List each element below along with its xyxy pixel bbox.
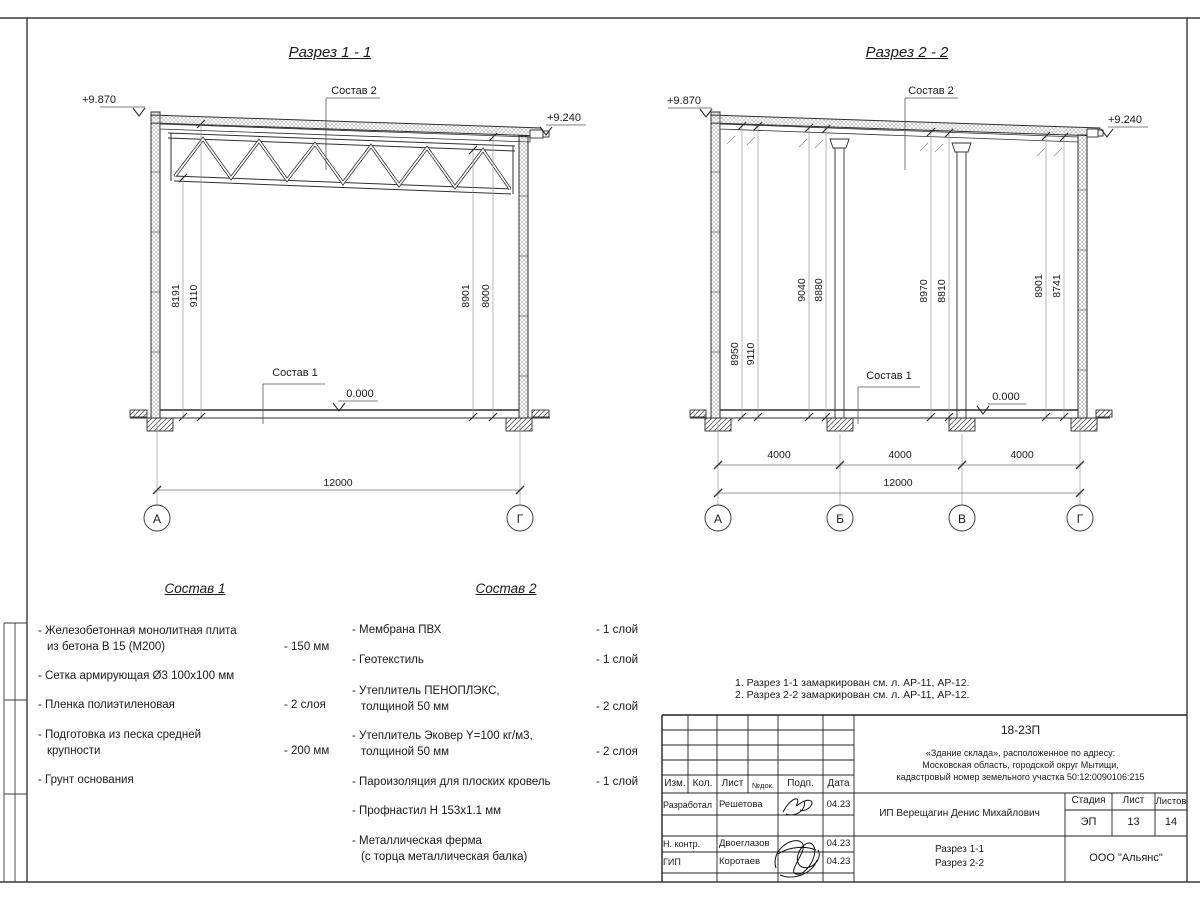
tb-client: ИП Верещагин Денис Михайлович — [879, 808, 1040, 819]
s1-dim-8901: 8901 — [460, 284, 472, 308]
sostav1-item-qty: - 200 мм — [284, 745, 330, 757]
tb-project-line-1: «Здание склада», расположенное по адресу: — [925, 748, 1116, 758]
s2-span-4000-2: 4000 — [888, 449, 912, 461]
s2-dim-8810: 8810 — [936, 279, 948, 303]
s2-axis-v: В — [957, 512, 966, 526]
section-2-title: Разрез 2 - 2 — [865, 44, 949, 61]
s2-span-12000: 12000 — [883, 477, 913, 489]
tb-col-ndok: №док. — [752, 781, 774, 790]
tb-company: ООО "Альянс" — [1089, 852, 1163, 864]
sostav1-item-line: - Пленка полиэтиленовая — [38, 699, 175, 711]
sostav1-item-line: - Подготовка из песка средней — [38, 729, 202, 741]
tb-row3-name: Коротаев — [719, 856, 761, 867]
s2-dim-9110: 9110 — [745, 342, 757, 366]
s2-dim-8741: 8741 — [1051, 274, 1063, 298]
s1-axis-a: А — [152, 512, 161, 526]
tb-doc-number: 18-23П — [1000, 723, 1041, 737]
tb-sheets-value: 14 — [1164, 816, 1178, 828]
sostav2-item-line: - Утеплитель Эковер Y=100 кг/м3, — [352, 730, 533, 742]
tb-col-kol: Кол. — [692, 778, 713, 789]
sostav2-item-qty: - 2 слоя — [596, 746, 638, 758]
sostav2-item-qty: - 1 слой — [596, 624, 639, 636]
tb-row3-date: 04.23 — [826, 856, 851, 867]
s2-elevation-left: +9.870 — [667, 95, 701, 107]
sostav2-item-line: - Пароизоляция для плоских кровель — [352, 776, 551, 788]
tb-col-podp: Подп. — [787, 778, 814, 789]
note-line-2: 2. Разрез 2-2 замаркирован см. л. АР-11, АР-12. — [735, 689, 970, 701]
sostav1-item-line: крупности — [47, 745, 101, 757]
s2-elevation-right: +9.240 — [1108, 114, 1142, 126]
sostav1-item-line: - Железобетонная монолитная плита — [38, 625, 237, 637]
s2-dim-8880: 8880 — [813, 278, 825, 302]
tb-stage-label: Стадия — [1071, 795, 1106, 806]
tb-row1-role: Разработал — [663, 800, 712, 810]
section-1-title: Разрез 1 - 1 — [288, 44, 372, 61]
sostav2-item-line: (с торца металлическая балка) — [361, 851, 528, 863]
tb-sheet-label: Лист — [1122, 795, 1145, 806]
tb-stage-value: ЭП — [1080, 816, 1097, 828]
s2-span-4000-1: 4000 — [767, 449, 791, 461]
sostav2-item-qty: - 1 слой — [596, 776, 639, 788]
sostav2-item-line: толщиной 50 мм — [361, 701, 450, 713]
sostav2-item-line: толщиной 50 мм — [361, 746, 450, 758]
signature-marks — [775, 799, 819, 877]
s2-span-4000-3: 4000 — [1010, 449, 1034, 461]
s1-span-12000: 12000 — [323, 477, 353, 489]
s2-floor-composition-label: Состав 1 — [866, 370, 912, 382]
tb-sheets-label: Листов — [1155, 796, 1187, 807]
s2-dim-8950: 8950 — [729, 342, 741, 366]
s1-elevation-right: +9.240 — [547, 112, 581, 124]
s2-axis-g: Г — [1076, 512, 1084, 526]
s1-axis-g: Г — [516, 512, 524, 526]
sostav2-item-line: - Профнастил Н 153x1.1 мм — [352, 805, 502, 817]
tb-row2-date: 04.23 — [826, 838, 851, 849]
sostav1-item-qty: - 2 слоя — [284, 699, 326, 711]
tb-row1-date: 04.23 — [826, 799, 851, 810]
s2-dim-8901: 8901 — [1033, 274, 1045, 298]
sostav1-item-qty: - 150 мм — [284, 641, 330, 653]
tb-row1-name: Решетова — [719, 799, 763, 810]
s1-dim-8000: 8000 — [480, 284, 492, 308]
s1-dim-8191: 8191 — [170, 284, 182, 308]
sostav2-item-line: - Утеплитель ПЕНОПЛЭКС, — [352, 685, 500, 697]
sostav2-item-line: - Металлическая ферма — [352, 835, 482, 847]
tb-sheet-title-1: Разрез 1-1 — [934, 844, 985, 855]
tb-row3-role: ГИП — [663, 857, 681, 867]
tb-col-izm: Изм. — [664, 778, 686, 789]
sostav2-item-qty: - 1 слой — [596, 654, 639, 666]
sostav2-item-line: - Геотекстиль — [352, 654, 424, 666]
sostav1-item-line: - Сетка армирующая Ø3 100x100 мм — [38, 670, 235, 682]
s1-zero-level: 0.000 — [346, 388, 374, 400]
s2-dim-8970: 8970 — [918, 279, 930, 303]
tb-col-list: Лист — [721, 778, 744, 789]
s2-zero-level: 0.000 — [992, 391, 1020, 403]
tb-project-line-2: Московская область, городской округ Мытищи, — [922, 760, 1119, 770]
s1-roof-composition-label: Состав 2 — [331, 85, 377, 97]
tb-row2-name: Двоеглазов — [719, 838, 770, 849]
note-line-1: 1. Разрез 1-1 замаркирован см. л. АР-11, АР-12. — [735, 677, 970, 689]
s2-dim-9040: 9040 — [796, 278, 808, 302]
sostav2-item-line: - Мембрана ПВХ — [352, 624, 442, 636]
tb-sheet-title-2: Разрез 2-2 — [934, 858, 985, 869]
s1-floor-composition-label: Состав 1 — [272, 367, 318, 379]
sostav2-title: Состав 2 — [475, 581, 537, 596]
tb-sheet-value: 13 — [1127, 816, 1140, 828]
s2-axis-a: А — [713, 512, 722, 526]
sostav1-title: Состав 1 — [164, 581, 226, 596]
s1-dim-9110: 9110 — [188, 284, 200, 308]
sostav2-item-qty: - 2 слой — [596, 701, 639, 713]
tb-row2-role: Н. контр. — [663, 839, 701, 849]
tb-project-line-3: кадастровый номер земельного участка 50:12:0090106:215 — [896, 772, 1145, 782]
tb-col-data: Дата — [827, 778, 850, 789]
sostav1-item-line: из бетона В 15 (М200) — [47, 641, 166, 653]
s2-axis-b: Б — [836, 512, 844, 526]
sostav1-item-line: - Грунт основания — [38, 774, 134, 786]
section-2-2-drawing — [668, 98, 1148, 531]
s1-elevation-left: +9.870 — [82, 94, 116, 106]
s2-roof-composition-label: Состав 2 — [908, 85, 954, 97]
